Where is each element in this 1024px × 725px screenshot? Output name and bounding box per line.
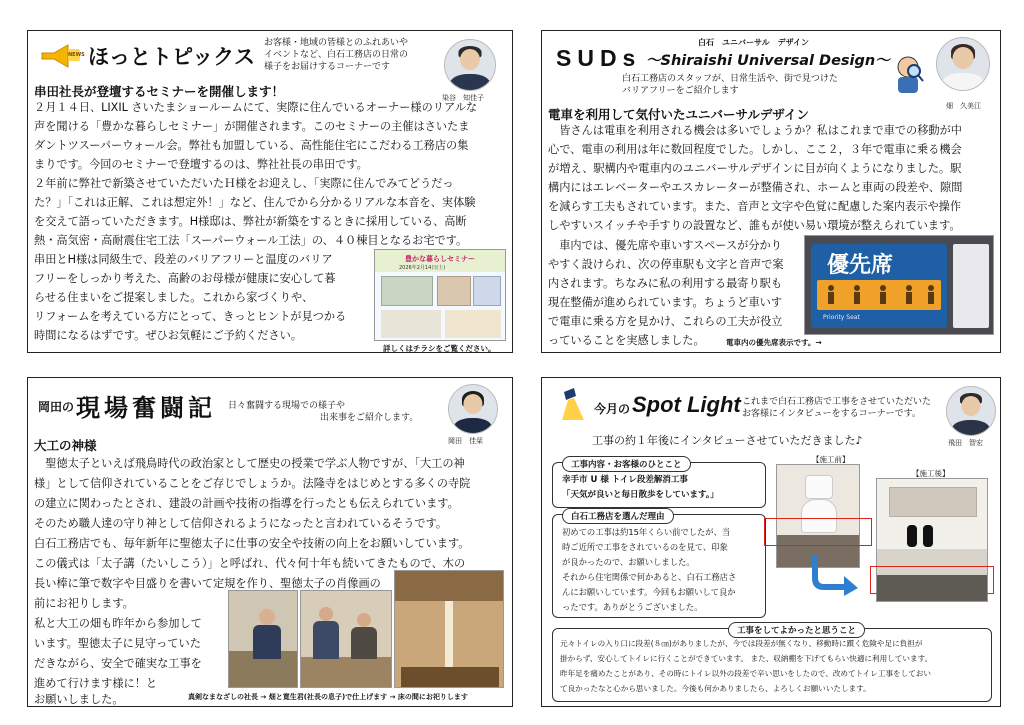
body-line: で電車に乗る方を見かけ、これらの工夫が役立 (548, 315, 783, 328)
body-line: 私と大工の畑も昨年から参加して (34, 617, 202, 630)
body-line: フリーをしっかり考えた、高齢のお母様が健康に安心して暮 (34, 272, 336, 285)
staff-avatar (444, 39, 496, 91)
section-title: SUDs (556, 45, 642, 71)
flyer-title: 豊かな暮らしセミナー (405, 255, 475, 263)
body-line: 皆さんは電車を利用される機会は多いでしょうか？私はこれまで車での移動が中 (548, 124, 962, 137)
article-headline: 電車を利用して気付いたユニバーサルデザイン (548, 107, 810, 122)
customer-info-tag: 工事内容・お客様のひとこと (562, 456, 691, 472)
after-step-highlight (870, 566, 994, 594)
reason-line: が良かったので、お願いしました。 (562, 557, 695, 567)
intro-line-1: これまで白石工務店で工事をさせていただいた (742, 397, 932, 407)
intro-line-1: 日々奮闘する現場での様子や (228, 401, 346, 411)
megaphone-icon (38, 43, 85, 69)
staff-name: 畑 久美江 (946, 102, 981, 110)
suds-panel (541, 30, 1001, 353)
section-title: Spot Light (632, 392, 741, 417)
body-line: この儀式は「太子講（たいしこう）」と呼ばれ、代々何十年も続いてきたもので、木の (34, 557, 466, 570)
carpenters-finishing-photo (300, 590, 392, 688)
reason-tag: 白石工務店を選んだ理由 (562, 508, 674, 524)
body-line: 前にお祀りします。 (34, 597, 134, 610)
article-headline: 大工の神様 (34, 438, 97, 453)
body-line: ２月１４日、LIXIL さいたまショールームにて、実際に住んでいるオーナー様のリアルな (34, 101, 478, 114)
intro-line-2: 出来事をご紹介します。 (320, 413, 419, 423)
satisfaction-line: 掛からず、安心してトイレに行くことができています。 また、収納棚を下げてもらい快適に利用しています。 (560, 654, 933, 663)
before-label: 【施工前】 (812, 455, 850, 464)
body-line: リフォームを考えている方にとって、きっとヒントが見つかる (34, 310, 347, 323)
body-line: 長い棒に筆で数字や目盛りを書いて定規を作り、聖徳太子の肖像画の (34, 577, 381, 590)
title-prefix: 今月の (594, 402, 631, 416)
news-badge: NEWS (68, 52, 85, 58)
before-toilet-photo (776, 464, 860, 568)
flyer-caption: 詳しくはチラシをご覧ください。 (383, 344, 496, 353)
before-after-arrow-icon (812, 554, 860, 596)
sign-caption: 電車内の優先席表示です。→ (726, 338, 822, 347)
intro-line-2: イベントなど、白石工務店の日常の (264, 50, 409, 60)
priority-seat-text: 優先席 (827, 253, 894, 278)
president-writing-photo (228, 590, 298, 688)
body-line: が増え、駅構内や電車内のユニバーサルデザインに目が向くようになりました。駅 (548, 162, 962, 175)
body-line: 熱・高気密・高耐震住宅工法「スーパーウォール工法」の、４０棟目となるお宅です。 (34, 234, 468, 247)
body-line: やすく設けられ、次の停車駅も文字と音声で案 (548, 258, 784, 271)
body-line: 構内にはエレベーターやエスカレーターが整備され、ホームと車両の段差や、隙間 (548, 181, 963, 194)
body-line: っていることを実感しました。 (548, 334, 705, 347)
reason-line: それから住宅関係で何かあると、白石工務店さ (562, 572, 737, 582)
staff-name: 染谷 知佳子 (442, 94, 484, 102)
body-line: います。聖徳太子に見守っていた (34, 637, 201, 650)
body-line: 現在整備が進められています。ちょうど車いす (548, 296, 783, 309)
seminar-flyer-image (374, 249, 506, 341)
staff-avatar (448, 384, 498, 434)
body-line: 串田とH様は同級生で、段差のバリアフリーと温度のバリア (34, 253, 333, 266)
reason-line: んにお願いしています。今回もお願いして良か (562, 587, 736, 597)
staff-name: 飛田 智宏 (948, 439, 983, 447)
before-step-highlight (764, 518, 872, 546)
body-line: 聖徳太子といえば飛鳥時代の政治家として歴史の授業で学ぶ人物ですが、「大工の神 (34, 457, 465, 470)
satisfaction-line: て良かったなと心から思いました。今後も何かありましたら、よろしくお願いいたします。 (560, 684, 871, 693)
intro-line-1: お客様・地域の皆様とのふれあいや (264, 38, 409, 48)
body-line: 白石工務店でも、毎年新年に聖徳太子に仕事の安全や技術の向上をお願いしています。 (34, 537, 470, 550)
body-line: 車内では、優先席や車いすスペースが分かり (548, 239, 782, 252)
body-line: 声を聞ける「豊かな暮らしセミナー」が開催されます。このセミナーの主催はさいたま (34, 120, 470, 133)
customer-info-line: 「天気が良いと毎日散歩をしています。」 (562, 490, 719, 500)
satisfaction-tag: 工事をしてよかったと思うこと (728, 622, 865, 638)
priority-seat-sign-image (804, 235, 994, 335)
hot-topics-panel (27, 30, 513, 353)
body-line: の建立に関わったとされ、建設の計画や技術の指導を行ったとも伝えられています。 (34, 497, 459, 510)
site-diary-panel (27, 377, 513, 707)
section-subtitle: ～Shiraishi Universal Design～ (646, 53, 890, 69)
intro-line-2: お客様にインタビューをするコーナーです。 (742, 409, 921, 419)
reason-line: ったです。ありがとうございました。 (562, 602, 703, 612)
customer-info-line: 幸手市 U 様 トイレ段差解消工事 (562, 475, 688, 485)
author-prefix: 岡田の (38, 400, 75, 414)
body-line: だきながら、安全で確実な工事を (34, 657, 202, 670)
priority-seat-en: Priority Seat (823, 314, 860, 321)
body-line: そのため職人達の守り神として信仰されるようになったと言われているそうです。 (34, 517, 448, 530)
satisfaction-line: 元々トイレの入り口に段差(８㎝)がありましたが、今では段差が無くなり、移動時に躓く危険や足に負担が (560, 639, 923, 648)
alcove-shrine-photo (394, 570, 504, 688)
section-title: ほっとトピックス (88, 45, 255, 69)
body-line: 様」として信仰されていることをご存じでしょうか。法隆寺をはじめとする多くの寺院 (34, 477, 471, 490)
photo-caption: 真剣なまなざしの社長 → 畑と寛生君(社長の息子)で仕上げます → 床の間にお祀りします (188, 693, 468, 701)
body-line: を交えて語っていただきます。H様邸は、弊社が新築をするときに採用している、高断 (34, 215, 467, 228)
body-line: しやすいスイッチや手すりの設置など、誰もが使い易い環境が整えられています。 (548, 219, 961, 232)
body-line: お願いしました。 (34, 693, 124, 706)
body-line: 進めて行けます様に！と (34, 677, 158, 690)
magnifier-icon (892, 55, 924, 97)
title-kana: 白石 ユニバーサル デザイン (698, 38, 810, 47)
reason-line: 初めての工事は約15年くらい前でしたが、当 (562, 527, 731, 537)
staff-avatar (946, 386, 996, 436)
staff-avatar (936, 37, 990, 91)
section-title: 現場奮闘記 (76, 394, 216, 422)
body-line: 心で、電車の利用は年に数回程度でした。しかし、ここ２，３年で電車に乗る機会 (548, 143, 962, 156)
intro-line-2: バリアフリーをご紹介します (622, 86, 739, 96)
flyer-date: 2026年2月14日(土) (399, 265, 446, 271)
seat-pictograms (819, 282, 939, 308)
body-line: た？」「これは正解、これは想定外！」など、住んでから分かるリアルな本音を、実体験 (34, 196, 476, 209)
body-line: 時間になるはずです。ぜひお気軽にご予約ください。 (34, 329, 302, 342)
interview-lead: 工事の約１年後にインタビューさせていただきました♪ (592, 434, 863, 447)
reason-line: 時ご近所で工事をされているのを見て、印象 (562, 542, 728, 552)
staff-name: 岡田 佳栞 (448, 437, 483, 445)
intro-line-1: 白石工務店のスタッフが、日常生活や、街で見つけた (622, 74, 838, 84)
body-line: まりです。今回のセミナーで登壇するのは、弊社社長の串田です。 (34, 158, 368, 171)
after-label: 【施工後】 (912, 469, 950, 478)
body-line: ２年前に弊社で新築させていただいたＨ様をお迎えし、「実際に住んでみてどうだっ (34, 177, 454, 190)
satisfaction-line: 昨年足を痛めたことがあり、その時にトイレ以外の段差で辛い思いをしたので、改めてトイレ工事をしておい (560, 669, 932, 678)
article-headline: 串田社長が登壇するセミナーを開催します！ (34, 84, 285, 99)
intro-line-3: 様子をお届けするコーナーです (264, 62, 391, 72)
spotlight-icon (562, 388, 586, 422)
body-line: ダントツスーパーウォール会。弊社も加盟している、高性能住宅にこだわる工務店の集 (34, 139, 469, 152)
body-line: らせる住まいをご提案しました。これから家づくりや、 (34, 291, 314, 304)
spot-light-panel (541, 377, 1001, 707)
body-line: を減らす工夫もされています。また、音声と文字や色覚に配慮した案内表示や操作 (548, 200, 962, 213)
body-line: 内されます。ちなみに私の利用する最寄り駅も (548, 277, 783, 290)
